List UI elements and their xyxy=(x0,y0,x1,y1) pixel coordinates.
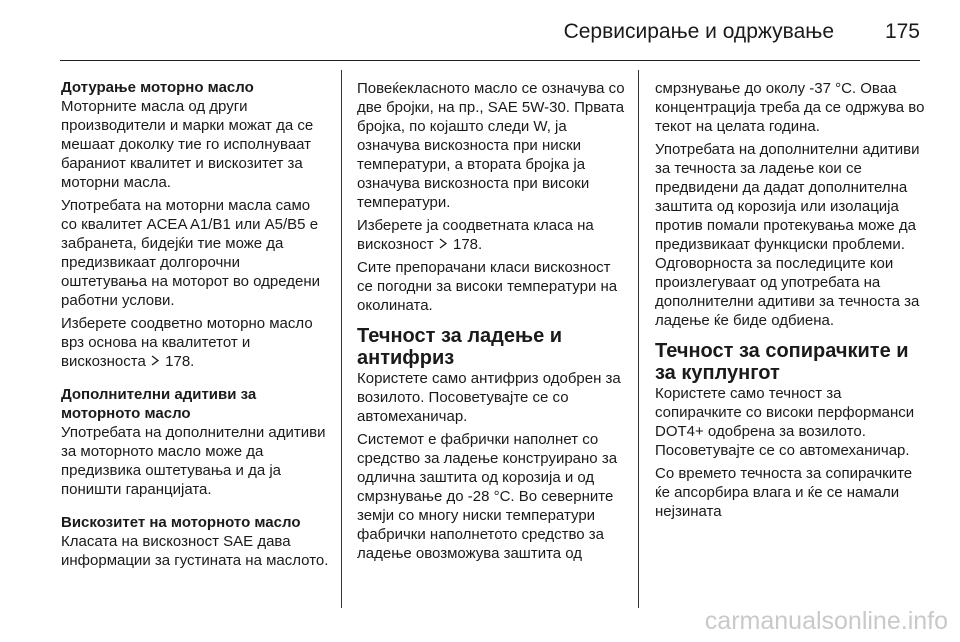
column-divider-1 xyxy=(341,70,342,608)
column-divider-2 xyxy=(638,70,639,608)
section-heading-coolant: Течност за ладење и антифриз xyxy=(357,325,563,369)
paragraph: Употребата на дополнителни адитиви за моторното масло може да предизвика оштетувања и да ја поништи гаранцијата. xyxy=(61,424,326,498)
paragraph: Моторните масла од други производители и марки можат да се мешаат доколку тие го исполнуваат бараниот квалитет и вискозитет за моторни масла. xyxy=(61,98,314,191)
paragraph: смрзнување до околу -37 °C. Оваа концентрација треба да се одржува во текот на целата година. xyxy=(655,80,925,135)
page-title: Сервисирање и одржување xyxy=(563,20,834,43)
section-heading-additives: Дополнителни адитиви за моторното масло xyxy=(61,386,257,422)
column-2 xyxy=(357,79,625,563)
page-number: 175 xyxy=(884,20,920,43)
paragraph-text: Изберете соодветно моторно масло врз основа на квалитетот и вискозноста xyxy=(61,315,313,370)
paragraph-text: Изберете ја соодветната класа на вискозност xyxy=(357,217,594,253)
paragraph: Класата на вискозност SAE дава информации за густината на маслото. xyxy=(61,533,329,569)
paragraph: Употребата на дополнителни адитиви за течноста за ладење кои се предвидени да дадат дополнителна заштита од корозија или изолација против помали протекувања може да предизвикаат функциски проблеми. Одговорноста за последиците кои произлегуваат од употребата на дополнителни адитиви за течноста за ладење ќе биде одбиена. xyxy=(655,141,920,329)
page-reference-link[interactable]: 178. xyxy=(165,353,195,370)
page-header xyxy=(60,18,920,48)
column-1 xyxy=(61,78,329,570)
reference-arrow-icon xyxy=(150,352,161,371)
header-divider xyxy=(60,60,920,61)
section-heading-brake-fluid: Течност за сопирачките и за куплунгот xyxy=(655,340,909,384)
paragraph: Користете само течност за сопирачките со високи перформанси DOT4+ одобрена за возилото. Посоветувајте се со автомеханичар. xyxy=(655,385,915,459)
paragraph: Повеќекласното масло се означува со две бројки, на пр., SAE 5W-30. Првата бројка, по којашто следи W, ја означува вискозноста при ниски температури, а втората бројка ја означува вискозноста при високи температури. xyxy=(357,80,625,211)
watermark: carmanualsonline.info xyxy=(704,607,948,635)
section-heading-oil-topup: Дотурање моторно масло xyxy=(61,79,254,96)
column-3 xyxy=(655,79,925,521)
paragraph: Користете само антифриз одобрен за возилото. Посоветувајте се со автомеханичар. xyxy=(357,370,621,425)
reference-arrow-icon xyxy=(438,235,449,254)
paragraph-with-reference xyxy=(61,314,329,371)
paragraph: Сите препорачани класи вискозност се погодни за високи температури на околината. xyxy=(357,259,618,314)
paragraph: Употребата на моторни масла само со квалитет ACEA A1/B1 или A5/B5 е забранета, бидејќи тие може да предизвикаат долгорочни оштетувања на моторот во одредени работни услови. xyxy=(61,197,321,309)
paragraph: Со времето течноста за сопирачките ќе апсорбира влага и ќе се намали нејзината xyxy=(655,465,913,520)
paragraph: Системот е фабрички наполнет со средство за ладење конструирано за одлична заштита од корозија и од смрзнување до -28 °C. Во северните земји со многу ниски температури фабрички наполнетото средство за ладење овозможува заштита од xyxy=(357,431,618,562)
paragraph-with-reference xyxy=(357,216,625,254)
page-reference-link[interactable]: 178. xyxy=(452,236,483,253)
section-heading-viscosity: Вискозитет на моторното масло xyxy=(61,514,301,531)
